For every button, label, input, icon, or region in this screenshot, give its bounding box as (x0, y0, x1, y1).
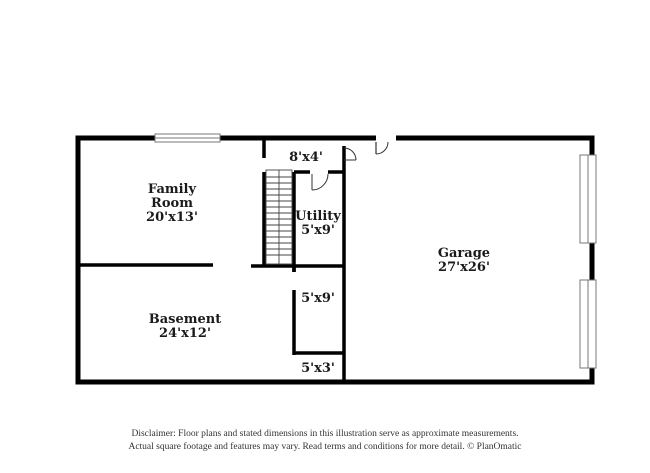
closet-bottom-size: 5'x3' (301, 361, 335, 376)
staircase (266, 170, 292, 264)
entry-door (376, 134, 396, 154)
family-room-name-2: Room (151, 196, 193, 211)
label-basement (149, 312, 221, 341)
garage-size: 27'x26' (438, 260, 490, 275)
closet-top-size: 8'x4' (289, 150, 323, 165)
interior-walls (78, 140, 344, 382)
family-room-name-1: Family (147, 182, 197, 197)
closet-middle-size: 5'x9' (301, 291, 335, 306)
window-garage-lower (580, 280, 596, 368)
basement-size: 24'x12' (159, 326, 211, 341)
family-room-size: 20'x13' (146, 210, 198, 225)
exterior-walls (78, 138, 592, 382)
disclaimer-line-1: Disclaimer: Floor plans and stated dimensions in this illustration serve as approximate measurements. (131, 429, 519, 439)
door-utility (312, 174, 328, 190)
basement-name: Basement (148, 312, 222, 327)
window-family-room (155, 134, 220, 142)
door-closet-8x4 (344, 148, 356, 160)
window-garage-upper (580, 155, 596, 243)
label-family-room (146, 182, 198, 225)
utility-size: 5'x9' (301, 223, 335, 238)
disclaimer-line-2: Actual square footage and features may vary. Read terms and conditions for more detail. © PlanOmatic (128, 442, 522, 452)
label-garage (438, 246, 490, 275)
garage-name: Garage (437, 246, 491, 261)
label-utility (295, 209, 341, 238)
utility-name: Utility (295, 209, 341, 224)
